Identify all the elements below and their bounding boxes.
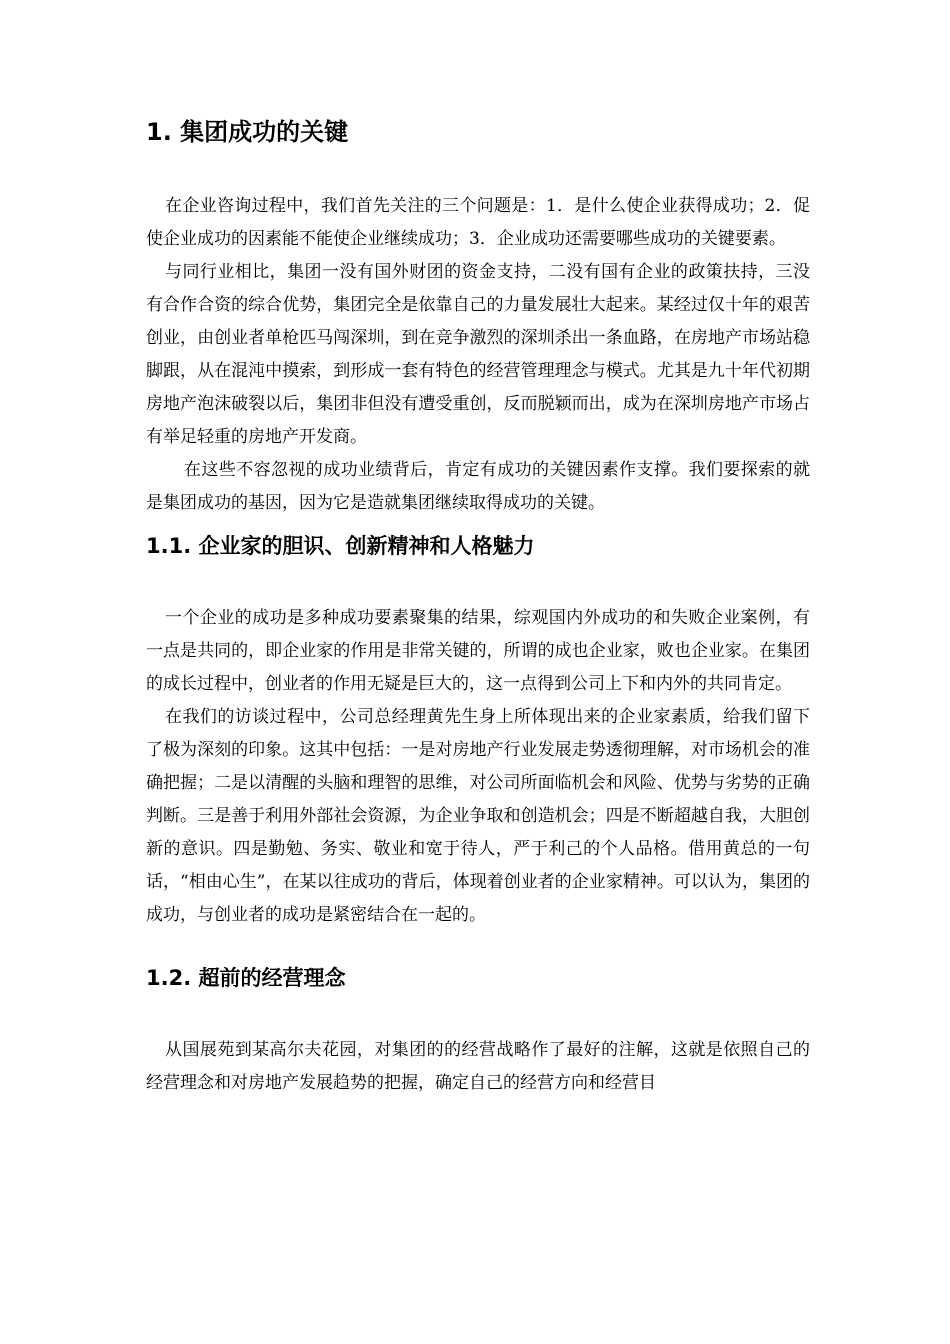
section-heading-1-2: 1.2. 超前的经营理念: [146, 966, 346, 990]
paragraph-interview-findings: 在我们的访谈过程中，公司总经理黄先生身上所体现出来的企业家素质，给我们留下了极为深刻的印象。这其中包括：一是对房地产行业发展走势透彻理解，对市场机会的准确把握；二是以清醒的头脑和理智的思维，对公司所面临机会和风险、优势与劣势的正确判断。三是善于利用外部社会资源，为企业争取和创造机会；四是不断超越自我，大胆创新的意识。四是勤勉、务实、敬业和宽于待人，严于利己的个人品格。借用黄总的一句话，“相由心生”，在某以往成功的背后，体现着创业者的企业家精神。可以认为，集团的成功，与创业者的成功是紧密结合在一起的。: [146, 707, 810, 925]
paragraph-key-questions: 在企业咨询过程中，我们首先关注的三个问题是：1．是什么使企业获得成功；2．促使企业成功的因素能不能使企业继续成功；3．企业成功还需要哪些成功的关键要素。: [146, 196, 810, 249]
paragraph-business-concept: 从国展苑到某高尔夫花园，对集团的的经营战略作了最好的注解，这就是依照自己的经营理念和对房地产发展趋势的把握，确定自己的经营方向和经营目: [146, 1040, 810, 1093]
section-heading-1: 1. 集团成功的关键: [146, 118, 349, 146]
section-heading-1-1: 1.1. 企业家的胆识、创新精神和人格魅力: [146, 534, 535, 558]
document-body: [146, 108, 810, 1100]
paragraph-entrepreneur-role: 一个企业的成功是多种成功要素聚集的结果，综观国内外成功的和失败企业案例，有一点是共同的，即企业家的作用是非常关键的，所谓的成也企业家，败也企业家。在集团的成长过程中，创业者的作用无疑是巨大的，这一点得到公司上下和内外的共同肯定。: [146, 608, 810, 694]
paragraph-success-factors: 在这些不容忽视的成功业绩背后，肯定有成功的关键因素作支撑。我们要探索的就是集团成功的基因，因为它是造就集团继续取得成功的关键。: [146, 460, 810, 513]
paragraph-industry-comparison: 与同行业相比，集团一没有国外财团的资金支持，二没有国有企业的政策扶持，三没有合作合资的综合优势，集团完全是依靠自己的力量发展壮大起来。某经过仅十年的艰苦创业，由创业者单枪匹马闯深圳，到在竞争激烈的深圳杀出一条血路，在房地产市场站稳脚跟，从在混沌中摸索，到形成一套有特色的经营管理理念与模式。尤其是九十年代初期房地产泡沫破裂以后，集团非但没有遭受重创，反而脱颖而出，成为在深圳房地产市场占有举足轻重的房地产开发商。: [146, 262, 810, 447]
